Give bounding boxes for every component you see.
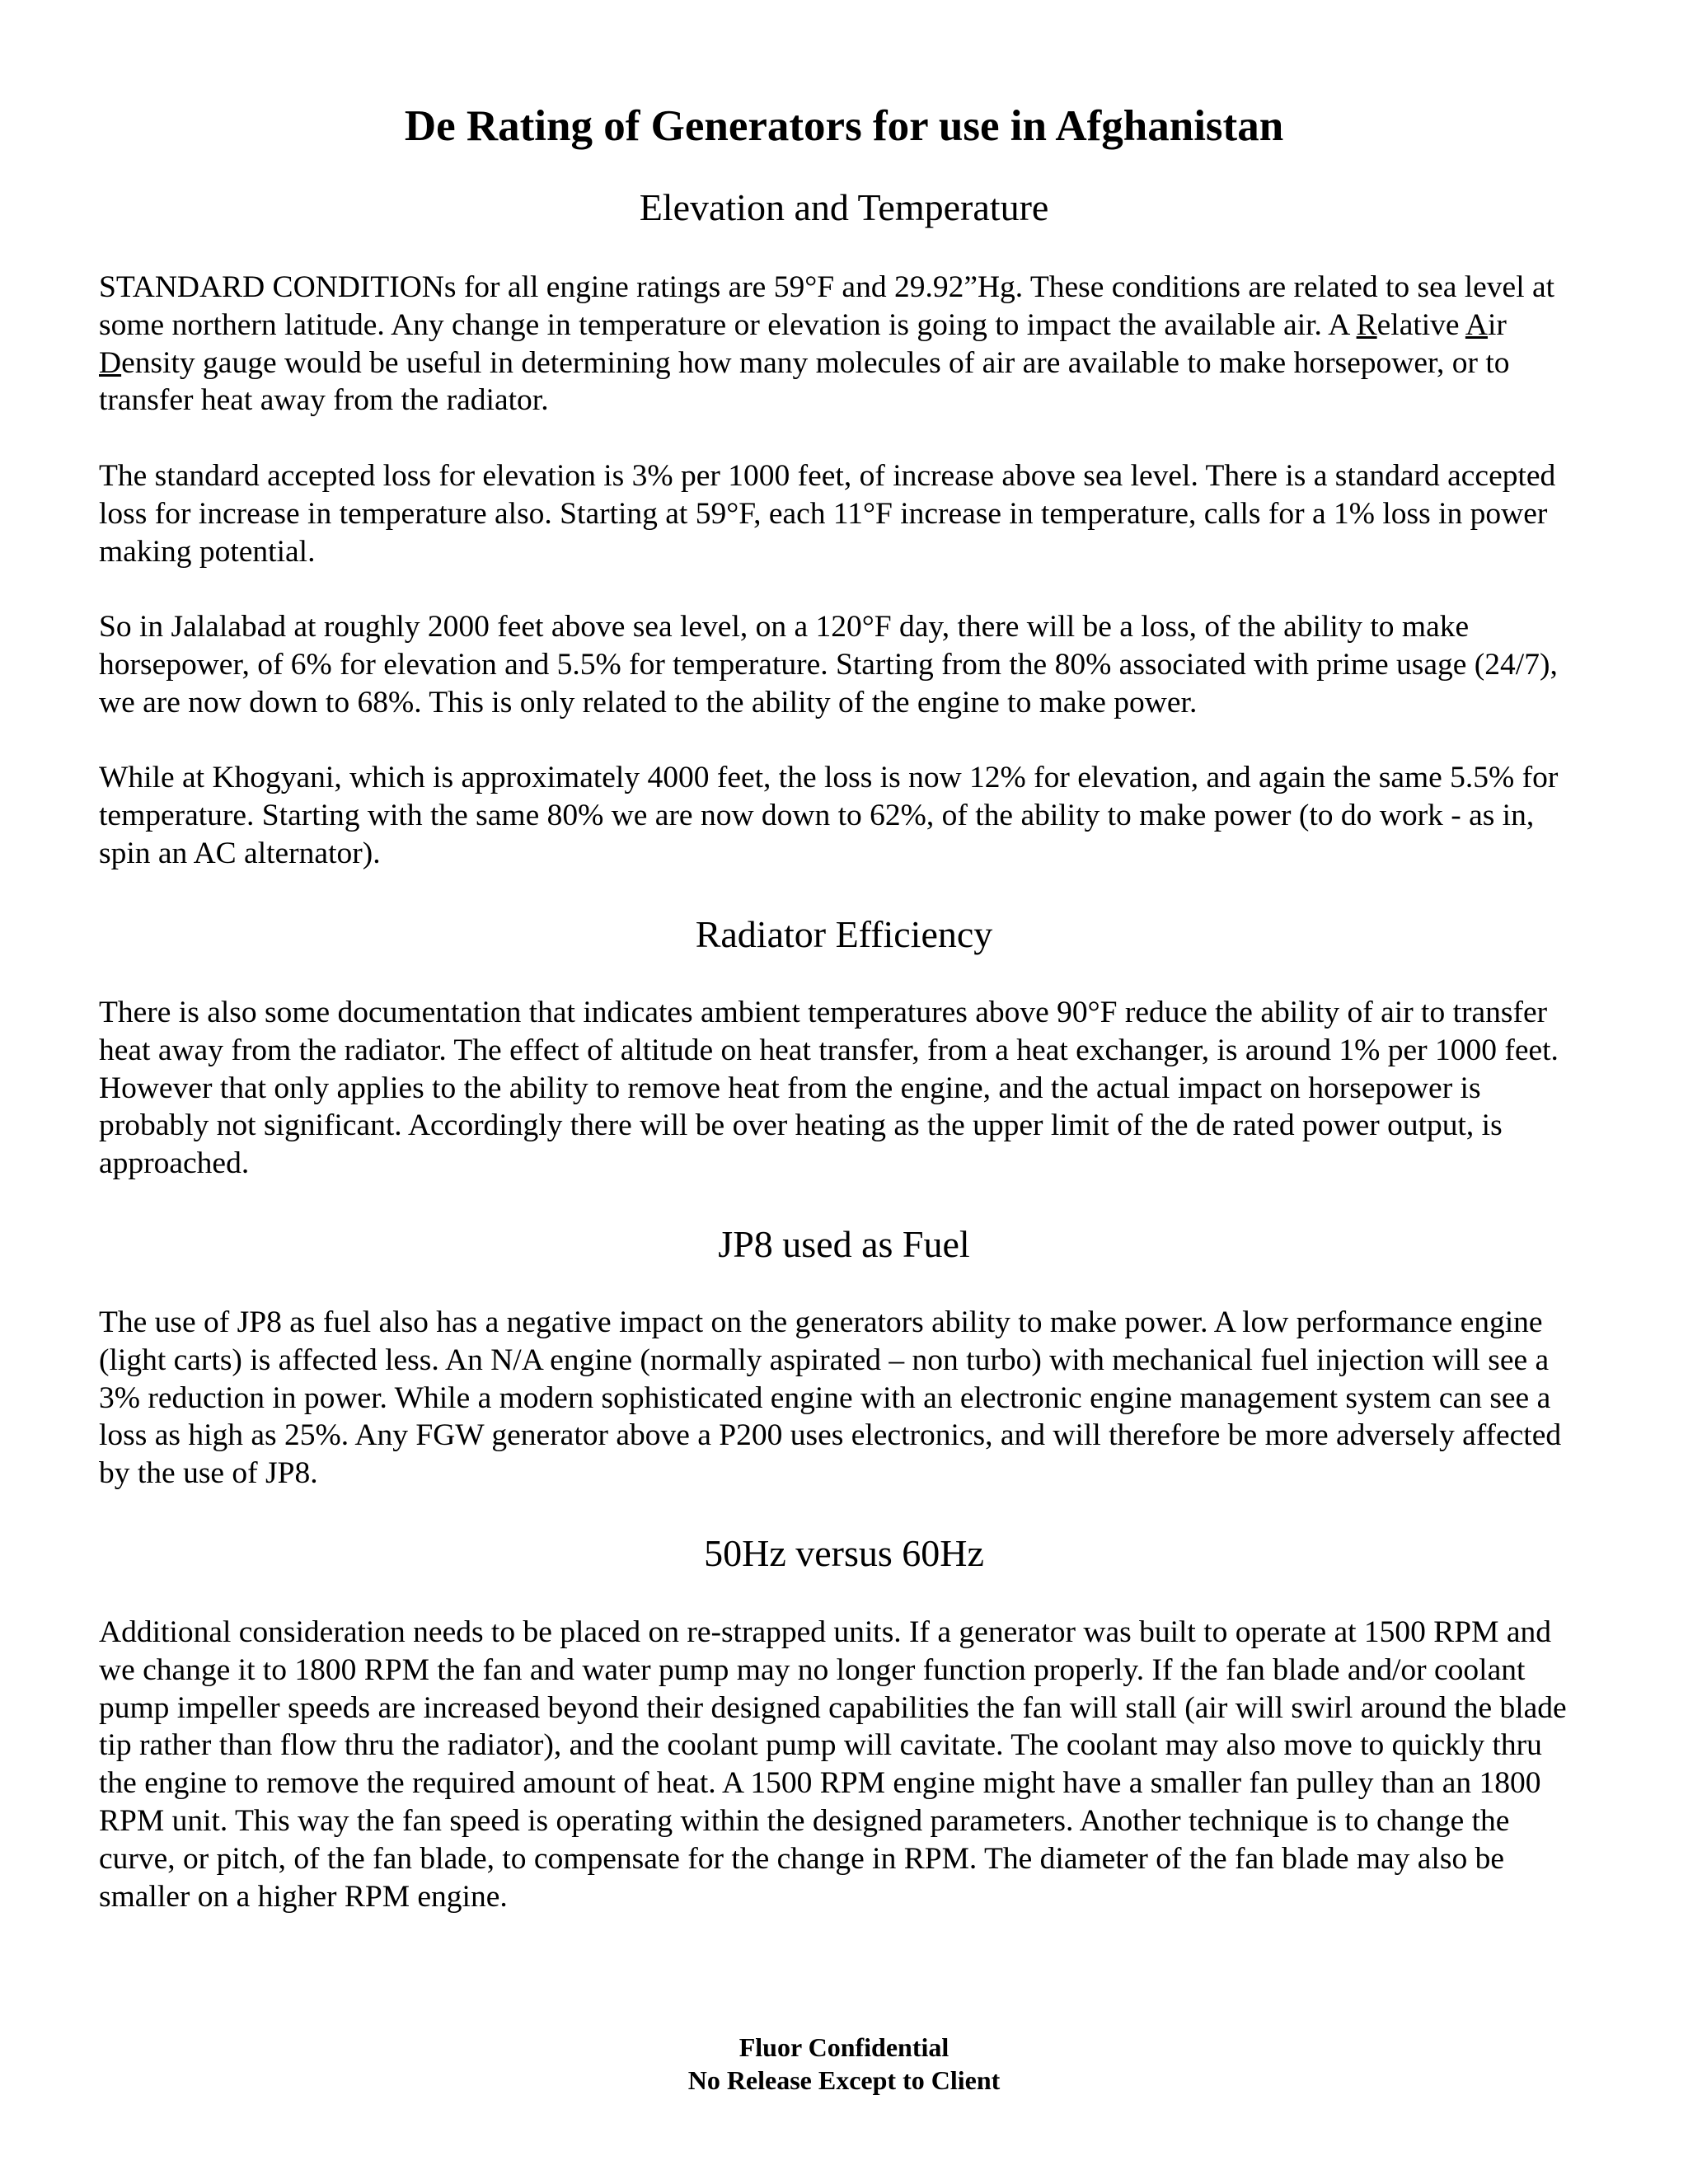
underlined-letter-a: A: [1465, 307, 1488, 342]
paragraph-text: ensity gauge would be useful in determining how many molecules of air are available to make horsepower, or to transfer heat away from the radiator.: [99, 345, 1510, 418]
section-heading-elevation-temperature: Elevation and Temperature: [639, 186, 1049, 228]
paragraph-radiator-efficiency: There is also some documentation that indicates ambient temperatures above 90°F reduce the ability of air to transfer heat away from the radiator. The effect of altitude on heat transfer, from a heat exchanger, is around 1% per 1000 feet. However that only applies to the ability to remove heat from the engine, and the actual impact on horsepower is probably not significant. Accordingly there will be over heating as the upper limit of the de rated power output, is approached.: [99, 996, 1559, 1181]
paragraph-text: elative: [1376, 307, 1465, 342]
underlined-letter-d: D: [99, 345, 122, 380]
paragraph-jalalabad: So in Jalalabad at roughly 2000 feet above sea level, on a 120°F day, there will be a loss, of the ability to make horsepower, of 6% for elevation and 5.5% for temperature. Starting from the 80% associated with prime usage (24/7), we are now down to 68%. This is only related to the ability of the engine to make power.: [99, 610, 1558, 719]
paragraph-khogyani: While at Khogyani, which is approximately 4000 feet, the loss is now 12% for elevation, and again the same 5.5% for temperature. Starting with the same 80% we are now down to 62%, of the ability to make power (to do work - as in, spin an AC alternator).: [99, 761, 1559, 870]
paragraph-standard-conditions: [99, 269, 1582, 419]
underlined-letter-r: R: [1356, 307, 1377, 342]
paragraph-elevation-loss: The standard accepted loss for elevation is 3% per 1000 feet, of increase above sea level. There is a standard accepted loss for increase in temperature also. Starting at 59°F, each 11°F increase in temperature, calls for a 1% loss in power making potential.: [99, 459, 1556, 569]
section-heading-jp8-fuel: JP8 used as Fuel: [718, 1223, 970, 1265]
paragraph-text: STANDARD CONDITIONs for all engine ratings are 59°F and 29.92”Hg. These conditions are related to sea level at some northern latitude. Any change in temperature or elevation is going to impact the available air. A: [99, 270, 1555, 342]
paragraph-jp8-fuel: The use of JP8 as fuel also has a negative impact on the generators ability to make power. A low performance engine (light carts) is affected less. An N/A engine (normally aspirated – non turbo) with mechanical fuel injection will see a 3% reduction in power. While a modern sophisticated engine with an electronic engine management system can see a loss as high as 25%. Any FGW generator above a P200 uses electronics, and will therefore be more adversely affected by the use of JP8.: [99, 1305, 1562, 1491]
paragraph-50hz-60hz: Additional consideration needs to be placed on re-strapped units. If a generator was built to operate at 1500 RPM and we change it to 1800 RPM the fan and water pump may no longer function properly. If the fan blade and/or coolant pump impeller speeds are increased beyond their designed capabilities the fan will stall (air will swirl around the blade tip rather than flow thru the radiator), and the coolant pump will cavitate. The coolant may also move to quickly thru the engine to remove the required amount of heat. A 1500 RPM engine might have a smaller fan pulley than an 1800 RPM unit. This way the fan speed is operating within the designed parameters. Another technique is to change the curve, or pitch, of the fan blade, to compensate for the change in RPM. The diameter of the fan blade may also be smaller on a higher RPM engine.: [99, 1615, 1567, 1914]
document-title: De Rating of Generators for use in Afghanistan: [404, 102, 1284, 150]
section-heading-radiator-efficiency: Radiator Efficiency: [695, 913, 993, 955]
section-heading-50hz-60hz: 50Hz versus 60Hz: [704, 1532, 984, 1574]
footer-no-release: No Release Except to Client: [687, 2065, 1001, 2095]
paragraph-text: ir: [1487, 307, 1507, 342]
footer-confidential: Fluor Confidential: [738, 2032, 950, 2062]
